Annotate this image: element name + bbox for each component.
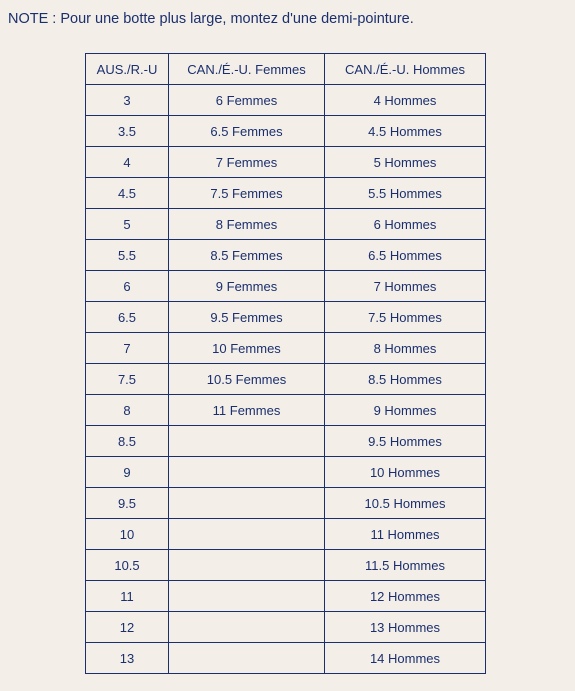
table-row: [86, 333, 486, 364]
cell-aus-uk: 7.5: [86, 364, 169, 395]
table-row: [86, 457, 486, 488]
cell-can-us-men: 10 Hommes: [325, 457, 486, 488]
table-row: [86, 271, 486, 302]
cell-can-us-men: 6 Hommes: [325, 209, 486, 240]
table-body: [86, 85, 486, 674]
cell-can-us-women: 10.5 Femmes: [169, 364, 325, 395]
cell-aus-uk: 8: [86, 395, 169, 426]
cell-aus-uk: 3: [86, 85, 169, 116]
cell-aus-uk: 4.5: [86, 178, 169, 209]
cell-aus-uk: 8.5: [86, 426, 169, 457]
cell-aus-uk: 6: [86, 271, 169, 302]
cell-can-us-women: 6.5 Femmes: [169, 116, 325, 147]
cell-can-us-women: [169, 426, 325, 457]
table-row: [86, 302, 486, 333]
table-row: [86, 612, 486, 643]
cell-can-us-women: 9 Femmes: [169, 271, 325, 302]
cell-can-us-men: 8.5 Hommes: [325, 364, 486, 395]
cell-aus-uk: 4: [86, 147, 169, 178]
cell-can-us-women: [169, 488, 325, 519]
table-row: [86, 395, 486, 426]
header-can-us-men: CAN./É.-U. Hommes: [325, 54, 486, 85]
table-row: [86, 364, 486, 395]
cell-can-us-women: [169, 581, 325, 612]
cell-aus-uk: 12: [86, 612, 169, 643]
cell-can-us-men: 6.5 Hommes: [325, 240, 486, 271]
cell-can-us-women: [169, 643, 325, 674]
cell-can-us-men: 5 Hommes: [325, 147, 486, 178]
cell-can-us-women: 8.5 Femmes: [169, 240, 325, 271]
cell-aus-uk: 3.5: [86, 116, 169, 147]
table-row: [86, 581, 486, 612]
cell-can-us-men: 9.5 Hommes: [325, 426, 486, 457]
cell-can-us-women: 8 Femmes: [169, 209, 325, 240]
cell-can-us-men: 5.5 Hommes: [325, 178, 486, 209]
cell-aus-uk: 6.5: [86, 302, 169, 333]
cell-aus-uk: 5.5: [86, 240, 169, 271]
table-row: [86, 550, 486, 581]
cell-aus-uk: 9: [86, 457, 169, 488]
header-can-us-women: CAN./É.-U. Femmes: [169, 54, 325, 85]
cell-aus-uk: 7: [86, 333, 169, 364]
cell-can-us-women: 10 Femmes: [169, 333, 325, 364]
cell-can-us-men: 14 Hommes: [325, 643, 486, 674]
table-row: [86, 178, 486, 209]
cell-can-us-men: 4 Hommes: [325, 85, 486, 116]
cell-aus-uk: 10.5: [86, 550, 169, 581]
size-note: NOTE : Pour une botte plus large, montez d'une demi-pointure.: [8, 11, 414, 27]
table-row: [86, 85, 486, 116]
cell-aus-uk: 5: [86, 209, 169, 240]
size-conversion-table: [85, 53, 486, 674]
table-row: [86, 147, 486, 178]
cell-can-us-women: 9.5 Femmes: [169, 302, 325, 333]
table-row: [86, 240, 486, 271]
cell-can-us-men: 9 Hommes: [325, 395, 486, 426]
cell-can-us-men: 7.5 Hommes: [325, 302, 486, 333]
cell-can-us-men: 4.5 Hommes: [325, 116, 486, 147]
table-row: [86, 116, 486, 147]
cell-can-us-men: 7 Hommes: [325, 271, 486, 302]
cell-can-us-men: 8 Hommes: [325, 333, 486, 364]
cell-can-us-women: [169, 550, 325, 581]
cell-aus-uk: 13: [86, 643, 169, 674]
table-row: [86, 426, 486, 457]
cell-can-us-men: 10.5 Hommes: [325, 488, 486, 519]
cell-can-us-women: [169, 457, 325, 488]
header-aus-uk: AUS./R.-U: [86, 54, 169, 85]
table-row: [86, 643, 486, 674]
cell-aus-uk: 11: [86, 581, 169, 612]
cell-can-us-men: 11.5 Hommes: [325, 550, 486, 581]
cell-can-us-women: [169, 519, 325, 550]
table-row: [86, 209, 486, 240]
cell-can-us-women: 6 Femmes: [169, 85, 325, 116]
cell-can-us-women: 7.5 Femmes: [169, 178, 325, 209]
cell-can-us-men: 13 Hommes: [325, 612, 486, 643]
cell-can-us-women: 11 Femmes: [169, 395, 325, 426]
table-header-row: [86, 54, 486, 85]
table-row: [86, 488, 486, 519]
cell-aus-uk: 9.5: [86, 488, 169, 519]
cell-can-us-women: 7 Femmes: [169, 147, 325, 178]
table-row: [86, 519, 486, 550]
cell-can-us-men: 12 Hommes: [325, 581, 486, 612]
cell-can-us-men: 11 Hommes: [325, 519, 486, 550]
cell-aus-uk: 10: [86, 519, 169, 550]
cell-can-us-women: [169, 612, 325, 643]
